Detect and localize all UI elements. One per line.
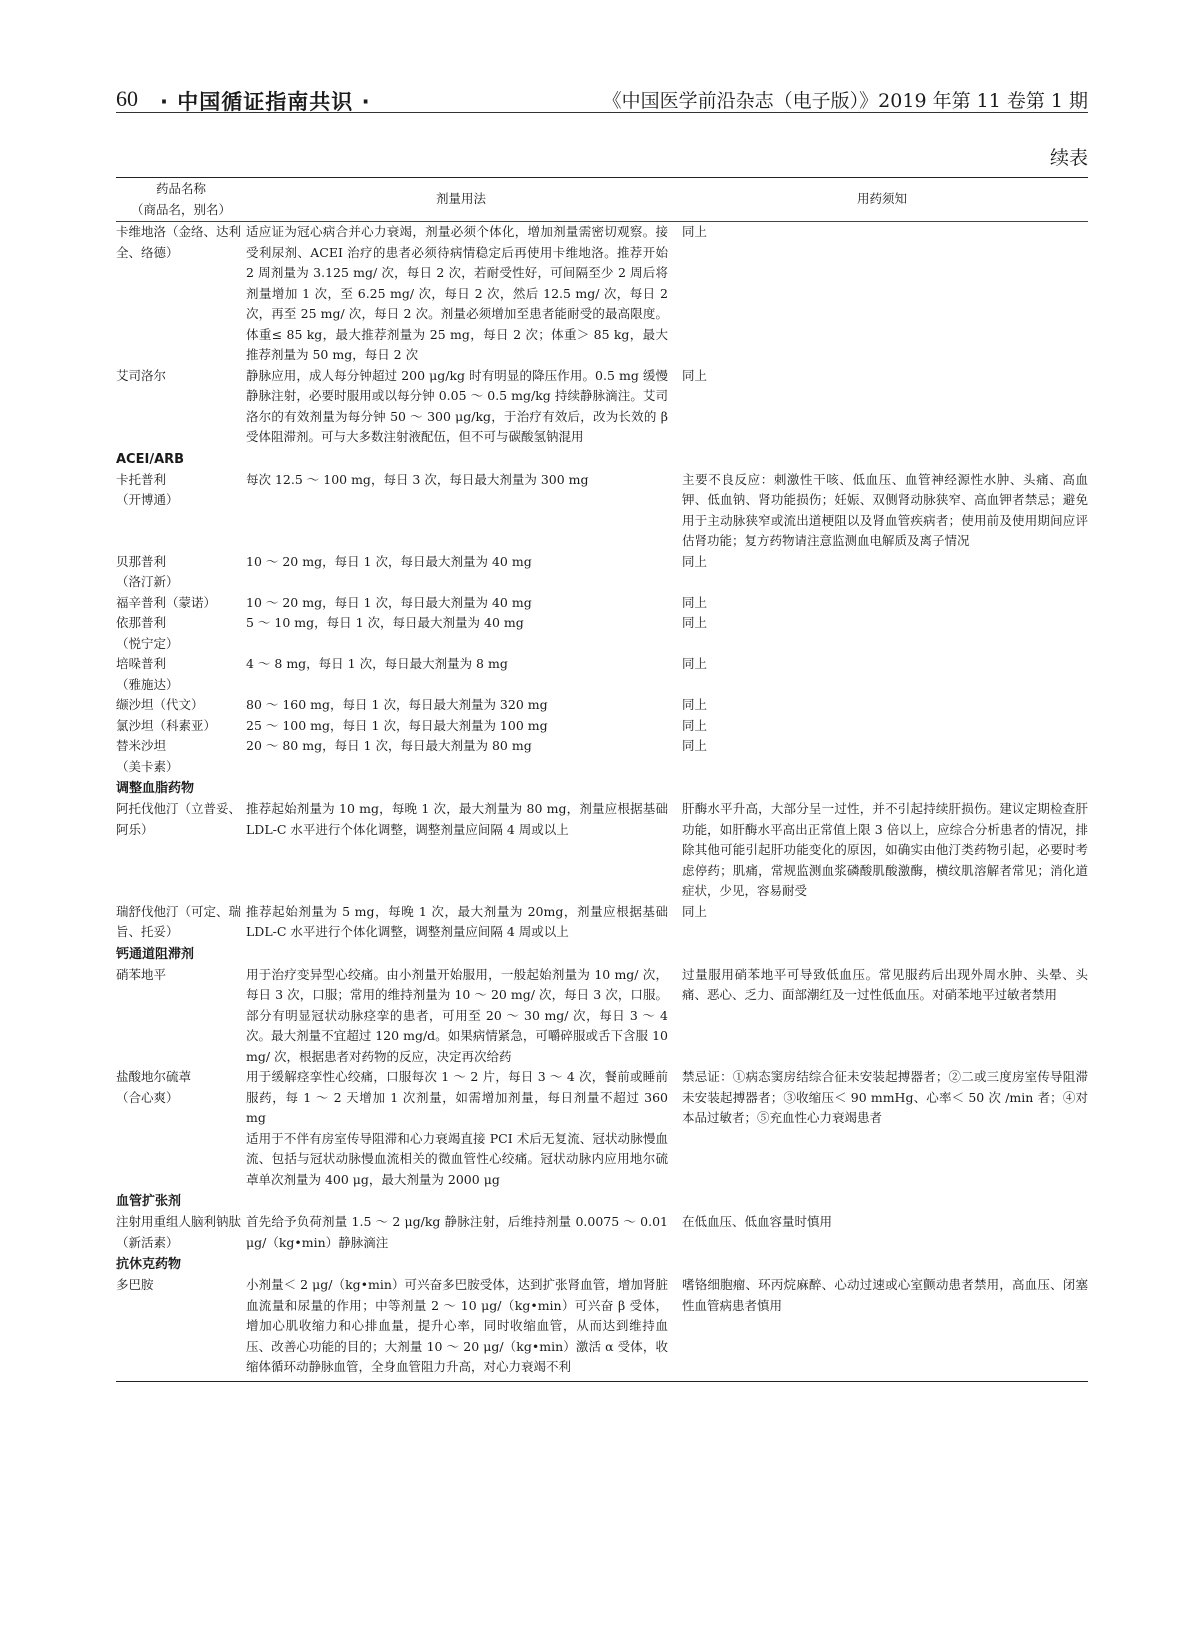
drug-name: 艾司洛尔 xyxy=(116,367,167,383)
dosage-text: 用于治疗变异型心绞痛。由小剂量开始服用，一般起始剂量为 10 mg/ 次，每日 3 次，口服；常用的维持剂量为 10 ～ 20 mg/ 次，每日 3 次，口服。部分有明显冠状动脉痉挛的患者，可用至 20 ～ 30 mg/ 次，每日 3 ～ 4 次。最大剂量不宜超过 120 mg/d。如果病情紧急，可嚼碎服或舌下含服 10 mg/ 次，根据患者对药物的反应，决定再次给药 xyxy=(246,966,668,1064)
table-row xyxy=(116,222,1088,366)
drug-name: 贝那普利 （洛汀新） xyxy=(116,553,179,589)
table-row xyxy=(116,1212,1088,1253)
dosage-text: 适应证为冠心病合并心力衰竭，剂量必须个体化，增加剂量需密切观察。接受利尿剂、ACEI 治疗的患者必须待病情稳定后再使用卡维地洛。推荐开始 2 周剂量为 3.125 mg/ 次，每日 2 次，若耐受性好，可间隔至少 2 周后将剂量增加 1 次，至 6.25 mg/ 次，每日 2 次，然后 12.5 mg/ 次，每日 2 次，再至 25 mg/ 次，每日 2 次。剂量必须增加至患者能耐受的最高限度。体重≤ 85 kg，最大推荐剂量为 25 mg，每日 2 次；体重＞ 85 kg，最大推荐剂量为 50 mg，每日 2 次 xyxy=(246,224,668,362)
table-row xyxy=(116,695,1088,716)
section-title: · 中国循证指南共识 · xyxy=(160,90,371,114)
table-row xyxy=(116,799,1088,902)
dosage-text: 20 ～ 80 mg，每日 1 次，每日最大剂量为 80 mg xyxy=(246,738,532,753)
drug-name: 福辛普利（蒙诺） xyxy=(116,594,217,610)
drug-name: 阿托伐他汀（立普妥、阿乐） xyxy=(116,801,242,837)
drug-name: 替米沙坦 （美卡素） xyxy=(116,738,179,774)
journal-citation: 《中国医学前沿杂志（电子版）》2019 年第 11 卷第 1 期 xyxy=(602,90,1088,112)
drug-dosage xyxy=(246,695,676,716)
drug-dosage xyxy=(246,593,676,614)
dosage-text: 用于缓解痉挛性心绞痛，口服每次 1 ～ 2 片，每日 3 ～ 4 次，餐前或睡前服药，每 1 ～ 2 天增加 1 次剂量，如需增加剂量，每日剂量不超过 360 mg xyxy=(246,1069,668,1125)
drug-notes: 同上 xyxy=(682,224,708,239)
drug-dosage xyxy=(246,736,676,777)
header-rule xyxy=(116,112,1088,113)
table-category-row xyxy=(116,1190,1088,1212)
drug-name: 缬沙坦（代文） xyxy=(116,697,204,712)
table-row xyxy=(116,736,1088,777)
dosage-text: 静脉应用，成人每分钟超过 200 μg/kg 时有明显的降压作用。0.5 mg 缓慢静脉注射，必要时服用或以每分钟 0.05 ～ 0.5 mg/kg 持续静脉滴注。艾司洛尔的有效剂量为每分钟 50 ～ 300 μg/kg，于治疗有效后，改为长效的 β 受体阻滞剂。可与大多数注射液配伍，但不可与碳酸氢钠混用 xyxy=(246,367,668,444)
table-row xyxy=(116,613,1088,654)
dosage-text: 首先给予负荷剂量 1.5 ～ 2 μg/kg 静脉注射，后维持剂量 0.0075 ～ 0.01 μg/（kg•min）静脉滴注 xyxy=(246,1214,668,1250)
drug-dosage xyxy=(246,654,676,695)
table-category-row xyxy=(116,943,1088,965)
drug-name: 卡维地洛（金络、达利全、络德） xyxy=(116,224,242,260)
dosage-text: 推荐起始剂量为 5 mg，每晚 1 次，最大剂量为 20mg，剂量应根据基础 LDL-C 水平进行个体化调整，调整剂量应间隔 4 周或以上 xyxy=(246,903,668,939)
drug-notes: 同上 xyxy=(682,553,708,569)
drug-notes: 同上 xyxy=(682,717,708,733)
drug-name: 依那普利 （悦宁定） xyxy=(116,615,179,651)
drug-notes: 同上 xyxy=(682,594,708,610)
drug-name: 盐酸地尔硫䓬 （合心爽） xyxy=(116,1069,192,1105)
table-row xyxy=(116,965,1088,1068)
table-row xyxy=(116,654,1088,695)
drug-notes: 同上 xyxy=(682,738,708,753)
drug-table-container xyxy=(116,177,1088,1382)
drug-dosage xyxy=(246,965,676,1068)
category-label: 钙通道阻滞剂 xyxy=(116,946,195,962)
table-row xyxy=(116,902,1088,943)
drug-name: 氯沙坦（科素亚） xyxy=(116,717,217,733)
category-label: 调整血脂药物 xyxy=(116,781,195,796)
drug-dosage xyxy=(246,552,676,593)
table-header-row xyxy=(116,178,1088,222)
drug-notes: 同上 xyxy=(682,367,708,383)
drug-notes: 同上 xyxy=(682,656,708,671)
drug-dosage xyxy=(246,799,676,902)
drug-dosage xyxy=(246,1067,676,1190)
drug-notes: 禁忌证：①病态窦房结综合征未安装起搏器者；②二或三度房室传导阻滞未安装起搏器者；③收缩压＜ 90 mmHg、心率＜ 50 次 /min 者；④对本品过敏者；⑤充血性心力衰竭患者 xyxy=(682,1069,1088,1125)
dosage-text: 4 ～ 8 mg，每日 1 次，每日最大剂量为 8 mg xyxy=(246,656,508,671)
table-row xyxy=(116,366,1088,448)
dosage-text-additional: 适用于不伴有房室传导阻滞和心力衰竭直接 PCI 术后无复流、冠状动脉慢血流、包括与冠状动脉慢血流相关的微血管性心绞痛。冠状动脉内应用地尔硫䓬单次剂量为 400 μg，最大剂量为 2000 μg xyxy=(246,1130,668,1187)
table-row xyxy=(116,1067,1088,1190)
drug-dosage xyxy=(246,902,676,943)
dosage-text: 推荐起始剂量为 10 mg，每晚 1 次，最大剂量为 80 mg，剂量应根据基础 LDL-C 水平进行个体化调整，调整剂量应间隔 4 周或以上 xyxy=(246,801,668,837)
drug-dosage xyxy=(246,470,676,552)
drug-notes: 主要不良反应：刺激性干咳、低血压、血管神经源性水肿、头痛、高血钾、低血钠、肾功能损伤；妊娠、双侧肾动脉狭窄、高血钾者禁忌；避免用于主动脉狭窄或流出道梗阻以及肾血管疾病者；使用前及使用期间应评估肾功能；复方药物请注意监测血电解质及离子情况 xyxy=(682,471,1088,548)
dosage-text: 80 ～ 160 mg，每日 1 次，每日最大剂量为 320 mg xyxy=(246,697,548,712)
category-label: 血管扩张剂 xyxy=(116,1194,182,1209)
dosage-text: 10 ～ 20 mg，每日 1 次，每日最大剂量为 40 mg xyxy=(246,553,532,569)
drug-dosage xyxy=(246,613,676,654)
drug-notes: 同上 xyxy=(682,903,708,919)
header-dosage: 剂量用法 xyxy=(246,178,676,222)
page-header xyxy=(116,84,1088,124)
drug-notes: 嗜铬细胞瘤、环丙烷麻醉、心动过速或心室颤动患者禁用，高血压、闭塞性血管病患者慎用 xyxy=(676,1275,1088,1381)
continued-label: 续表 xyxy=(1049,147,1088,169)
table-row xyxy=(116,552,1088,593)
dosage-text: 5 ～ 10 mg，每日 1 次，每日最大剂量为 40 mg xyxy=(246,615,524,630)
drug-notes: 同上 xyxy=(682,615,708,630)
dosage-text: 每次 12.5 ～ 100 mg，每日 3 次，每日最大剂量为 300 mg xyxy=(246,471,589,487)
drug-dosage xyxy=(246,1212,676,1253)
page-number: 60 xyxy=(116,86,138,111)
table-category-row xyxy=(116,777,1088,799)
drug-name: 多巴胺 xyxy=(116,1275,246,1381)
drug-name: 硝苯地平 xyxy=(116,966,167,982)
dosage-text: 小剂量＜ 2 μg/（kg•min）可兴奋多巴胺受体，达到扩张肾血管，增加肾脏血流量和尿量的作用；中等剂量 2 ～ 10 μg/（kg•min）可兴奋 β 受体，增加心肌收缩力和心排血量，提升心率，同时收缩血管，从而达到维持血压、改善心功能的目的；大剂量 10 ～ 20 μg/（kg•min）激活 α 受体，收缩体循环动静脉血管，全身血管阻力升高，对心力衰竭不利 xyxy=(246,1277,668,1374)
header-name: 药品名称 （商品名，别名） xyxy=(116,178,246,222)
drug-name: 注射用重组人脑利钠肽（新活素） xyxy=(116,1214,242,1250)
table-category-row xyxy=(116,448,1088,470)
drug-notes: 过量服用硝苯地平可导致低血压。常见服药后出现外周水肿、头晕、头痛、恶心、乏力、面部潮红及一过性低血压。对硝苯地平过敏者禁用 xyxy=(682,966,1088,1002)
dosage-text: 10 ～ 20 mg，每日 1 次，每日最大剂量为 40 mg xyxy=(246,594,532,610)
drug-notes: 在低血压、低血容量时慎用 xyxy=(682,1214,833,1229)
table-row xyxy=(116,716,1088,737)
table-body xyxy=(116,222,1088,1382)
drug-name: 瑞舒伐他汀（可定、瑞旨、托妥） xyxy=(116,903,242,939)
dosage-text: 25 ～ 100 mg，每日 1 次，每日最大剂量为 100 mg xyxy=(246,717,548,733)
drug-notes: 肝酶水平升高，大部分呈一过性，并不引起持续肝损伤。建议定期检查肝功能，如肝酶水平高出正常值上限 3 倍以上，应综合分析患者的情况，排除其他可能引起肝功能变化的原因，如确实由他汀类药物引起，必要时考虑停药；肌痛，常规监测血浆磷酸肌酸激酶，横纹肌溶解者常见；消化道症状，少见，容易耐受 xyxy=(682,801,1088,898)
drug-dosage xyxy=(246,1275,676,1381)
drug-name: 卡托普利 （开博通） xyxy=(116,471,179,507)
drug-name: 培哚普利 （雅施达） xyxy=(116,656,179,692)
drug-table xyxy=(116,177,1088,1382)
drug-dosage xyxy=(246,366,676,448)
table-row xyxy=(116,1275,1088,1381)
table-category-row xyxy=(116,1253,1088,1275)
table-row xyxy=(116,470,1088,552)
drug-dosage xyxy=(246,716,676,737)
drug-dosage xyxy=(246,222,676,366)
table-row xyxy=(116,593,1088,614)
category-label: 抗休克药物 xyxy=(116,1257,182,1272)
header-notes: 用药须知 xyxy=(676,178,1088,222)
category-label: ACEI/ARB xyxy=(116,451,185,467)
drug-notes: 同上 xyxy=(682,697,708,712)
